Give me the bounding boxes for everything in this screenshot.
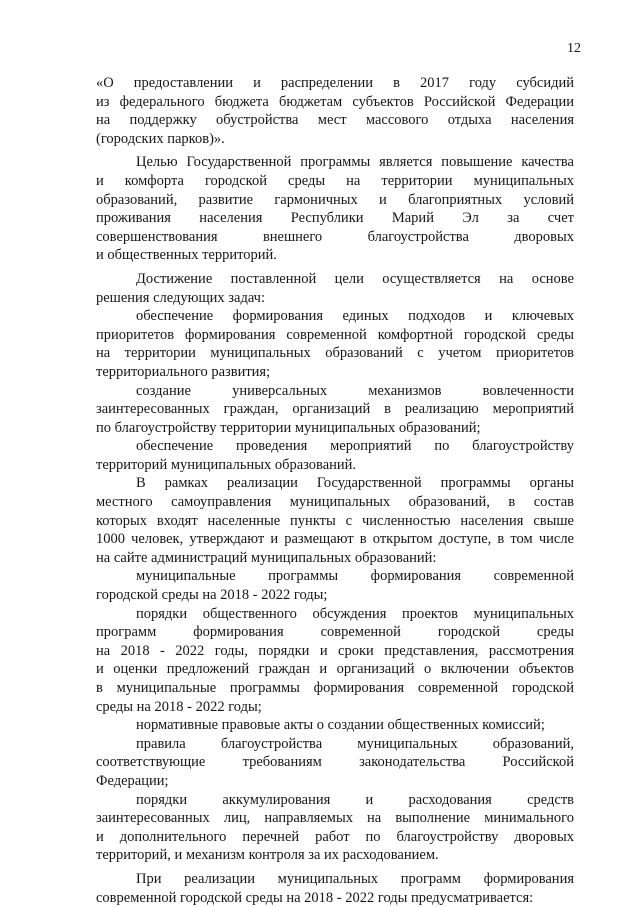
text-line: соответствующие требованиям законодательства Российской <box>96 754 574 771</box>
text-line: и общественных территорий. <box>96 247 277 264</box>
text-line: в муниципальные программы формирования современной городской <box>96 680 574 696</box>
text-line: территориального развития; <box>96 363 271 380</box>
text-line: территорий, и механизм контроля за их расходованием. <box>96 847 439 864</box>
page-number: 12 <box>567 41 581 56</box>
text-line: решения следующих задач: <box>96 289 265 306</box>
text-line: на территории муниципальных образований с учетом приоритетов <box>96 345 574 362</box>
text-line: обеспечение проведения мероприятий по благоустройству <box>136 438 574 455</box>
text-line: приоритетов формирования современной комфортной городской среды <box>96 326 574 343</box>
text-line: создание универсальных механизмов вовлеченности <box>136 382 574 399</box>
text-line: городской среды на 2018 - 2022 годы; <box>96 587 328 604</box>
text-line: Целью Государственной программы является повышение качества <box>136 154 574 171</box>
document-body <box>96 74 574 907</box>
text-line: из федерального бюджета бюджетам субъектов Российской Федерации <box>96 93 574 110</box>
text-line: порядки аккумулирования и расходования средств <box>136 791 574 808</box>
text-line: среды на 2018 - 2022 годы; <box>96 698 262 715</box>
text-line: Федерации; <box>96 772 169 789</box>
text-line: правила благоустройства муниципальных образований, <box>136 735 574 752</box>
text-line: 1000 человек, утверждают и размещают в открытом доступе, в том числе <box>96 531 574 548</box>
text-line: «О предоставлении и распределении в 2017 году субсидий <box>96 75 574 91</box>
text-line: местного самоуправления муниципальных образований, в состав <box>96 494 574 511</box>
text-line: территорий муниципальных образований. <box>96 456 357 473</box>
text-line: по благоустройству территории муниципальных образований; <box>96 419 481 436</box>
text-line: на 2018 - 2022 годы, порядки и сроки представления, рассмотрения <box>96 642 574 659</box>
text-line: заинтересованных лиц, направляемых на выполнение минимального <box>96 810 574 827</box>
text-line: Достижение поставленной цели осуществляется на основе <box>136 270 574 287</box>
text-line: и дополнительного перечней работ по благоустройству дворовых <box>96 828 574 845</box>
text-line: В рамках реализации Государственной программы органы <box>136 475 574 492</box>
text-line: и оценки предложений граждан и организаций о включении объектов <box>96 661 574 678</box>
text-line: которых входят населенные пункты с численностью населения свыше <box>96 512 574 529</box>
text-line: программ формирования современной городской среды <box>96 624 574 641</box>
text-line: современной городской среды на 2018 - 2022 годы предусматривается: <box>96 889 534 906</box>
text-line: заинтересованных граждан, организаций в реализацию мероприятий <box>96 401 574 418</box>
text-line: совершенствования внешнего благоустройства дворовых <box>96 228 574 245</box>
text-line: проживания населения Республики Марий Эл за счет <box>96 210 574 227</box>
text-line: обеспечение формирования единых подходов и ключевых <box>136 308 574 325</box>
text-line: и комфорта городской среды на территории муниципальных <box>96 172 574 189</box>
text-line: на сайте администраций муниципальных образований: <box>96 549 437 566</box>
text-line: муниципальные программы формирования современной <box>136 568 574 585</box>
text-line: порядки общественного обсуждения проектов муниципальных <box>136 605 574 622</box>
text-line: образований, развитие гармоничных и благоприятных условий <box>96 191 574 208</box>
text-line: на поддержку обустройства мест массового отдыха населения <box>96 112 574 129</box>
text-line: (городских парков)». <box>96 130 225 147</box>
text-line: нормативные правовые акты о создании общественных комиссий; <box>136 717 545 734</box>
text-line: При реализации муниципальных программ формирования <box>136 870 574 887</box>
